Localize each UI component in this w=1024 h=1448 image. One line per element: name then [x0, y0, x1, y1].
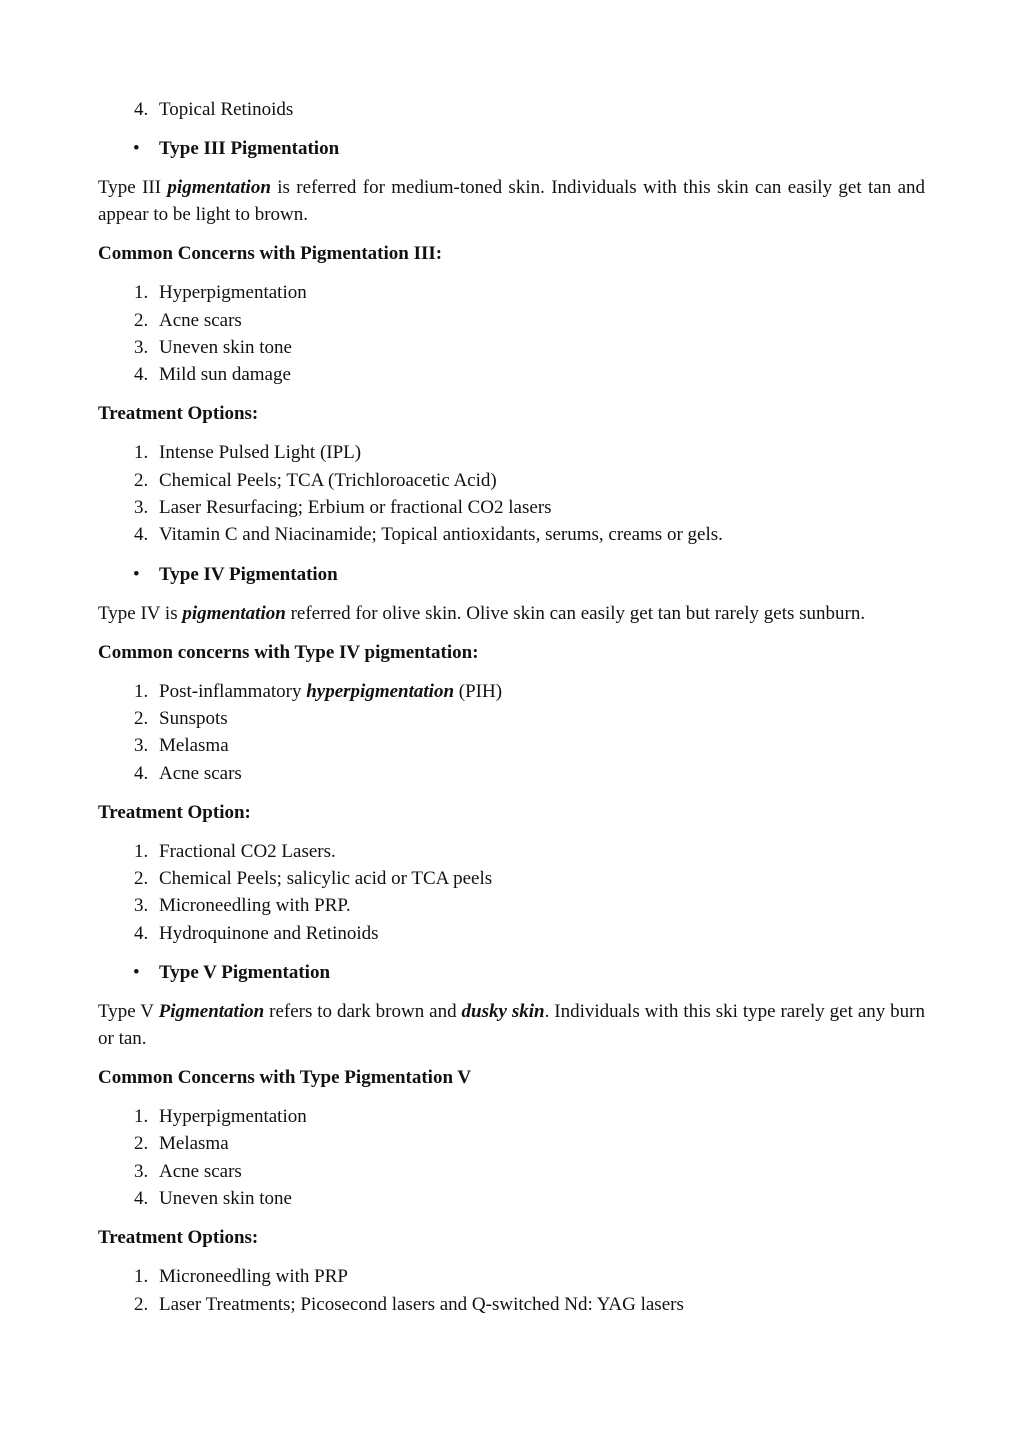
list-item: 2. Laser Treatments; Picosecond lasers and Q-switched Nd: YAG lasers [134, 1293, 684, 1315]
type5-description: Type V Pigmentation refers to dark brown and dusky skin. Individuals with this ski type rarely get any burn or tan. [98, 1001, 926, 1050]
type3-heading: • Type III Pigmentation [98, 135, 925, 162]
list-item: 1. Microneedling with PRP [134, 1266, 348, 1288]
type4-treatment-heading: Treatment Option: [98, 801, 251, 823]
type5-concerns-heading: Common Concerns with Type Pigmentation V [98, 1067, 472, 1089]
type4-concerns-heading: Common concerns with Type IV pigmentation: [98, 641, 479, 663]
list-item: 4. Hydroquinone and Retinoids [134, 922, 379, 944]
type4-treatment-list [98, 838, 925, 947]
type3-concerns-list [98, 279, 925, 388]
list-item: 4. Acne scars [134, 762, 242, 784]
list-item: 1. Fractional CO2 Lasers. [134, 840, 336, 862]
list-item: 3. Melasma [134, 735, 229, 757]
type5-concerns-list [98, 1103, 925, 1212]
list-item: 2. Sunspots [134, 707, 228, 729]
type4-description: Type IV is pigmentation referred for olive skin. Olive skin can easily get tan but rarely gets sunburn. [98, 602, 866, 624]
list-item: 3. Laser Resurfacing; Erbium or fractional CO2 lasers [134, 497, 552, 519]
bullet-icon: • [133, 962, 140, 984]
type5-treatment-heading: Treatment Options: [98, 1227, 259, 1249]
list-item: 3. Uneven skin tone [134, 336, 292, 358]
bullet-icon: • [133, 138, 140, 160]
list-item: 4. Vitamin C and Niacinamide; Topical antioxidants, serums, creams or gels. [134, 524, 723, 546]
type4-concerns-list [98, 678, 925, 787]
list-item: 2. Acne scars [134, 309, 242, 331]
list-item: 2. Chemical Peels; TCA (Trichloroacetic Acid) [134, 469, 497, 491]
type3-treatment-list [98, 439, 925, 548]
bullet-icon: • [133, 563, 140, 585]
list-item: 1. Hyperpigmentation [134, 1106, 307, 1128]
list-item: 2. Chemical Peels; salicylic acid or TCA peels [134, 868, 493, 890]
list-item: 1. Intense Pulsed Light (IPL) [134, 442, 362, 464]
document-page [98, 96, 925, 1318]
list-item: 4. Uneven skin tone [134, 1187, 292, 1209]
list-item: 1. Hyperpigmentation [134, 282, 307, 304]
type3-treatment-heading: Treatment Options: [98, 403, 259, 425]
list-item: 4. Mild sun damage [134, 364, 291, 386]
list-item: 3. Microneedling with PRP. [134, 895, 351, 917]
list-item: 2. Melasma [134, 1133, 229, 1155]
type5-heading: • Type V Pigmentation [98, 959, 925, 986]
type4-heading: • Type IV Pigmentation [98, 561, 925, 588]
list-item: 4. Topical Retinoids [134, 99, 294, 120]
list-item: 3. Acne scars [134, 1160, 242, 1182]
type5-treatment-list [98, 1263, 925, 1318]
type3-description: Type III pigmentation is referred for medium-toned skin. Individuals with this skin can easily get tan and appear to be light to brown. [98, 177, 925, 226]
topical-list-tail [98, 96, 925, 123]
type3-concerns-heading: Common Concerns with Pigmentation III: [98, 243, 443, 265]
list-item: 1. Post-inflammatory hyperpigmentation (PIH) [134, 680, 503, 702]
